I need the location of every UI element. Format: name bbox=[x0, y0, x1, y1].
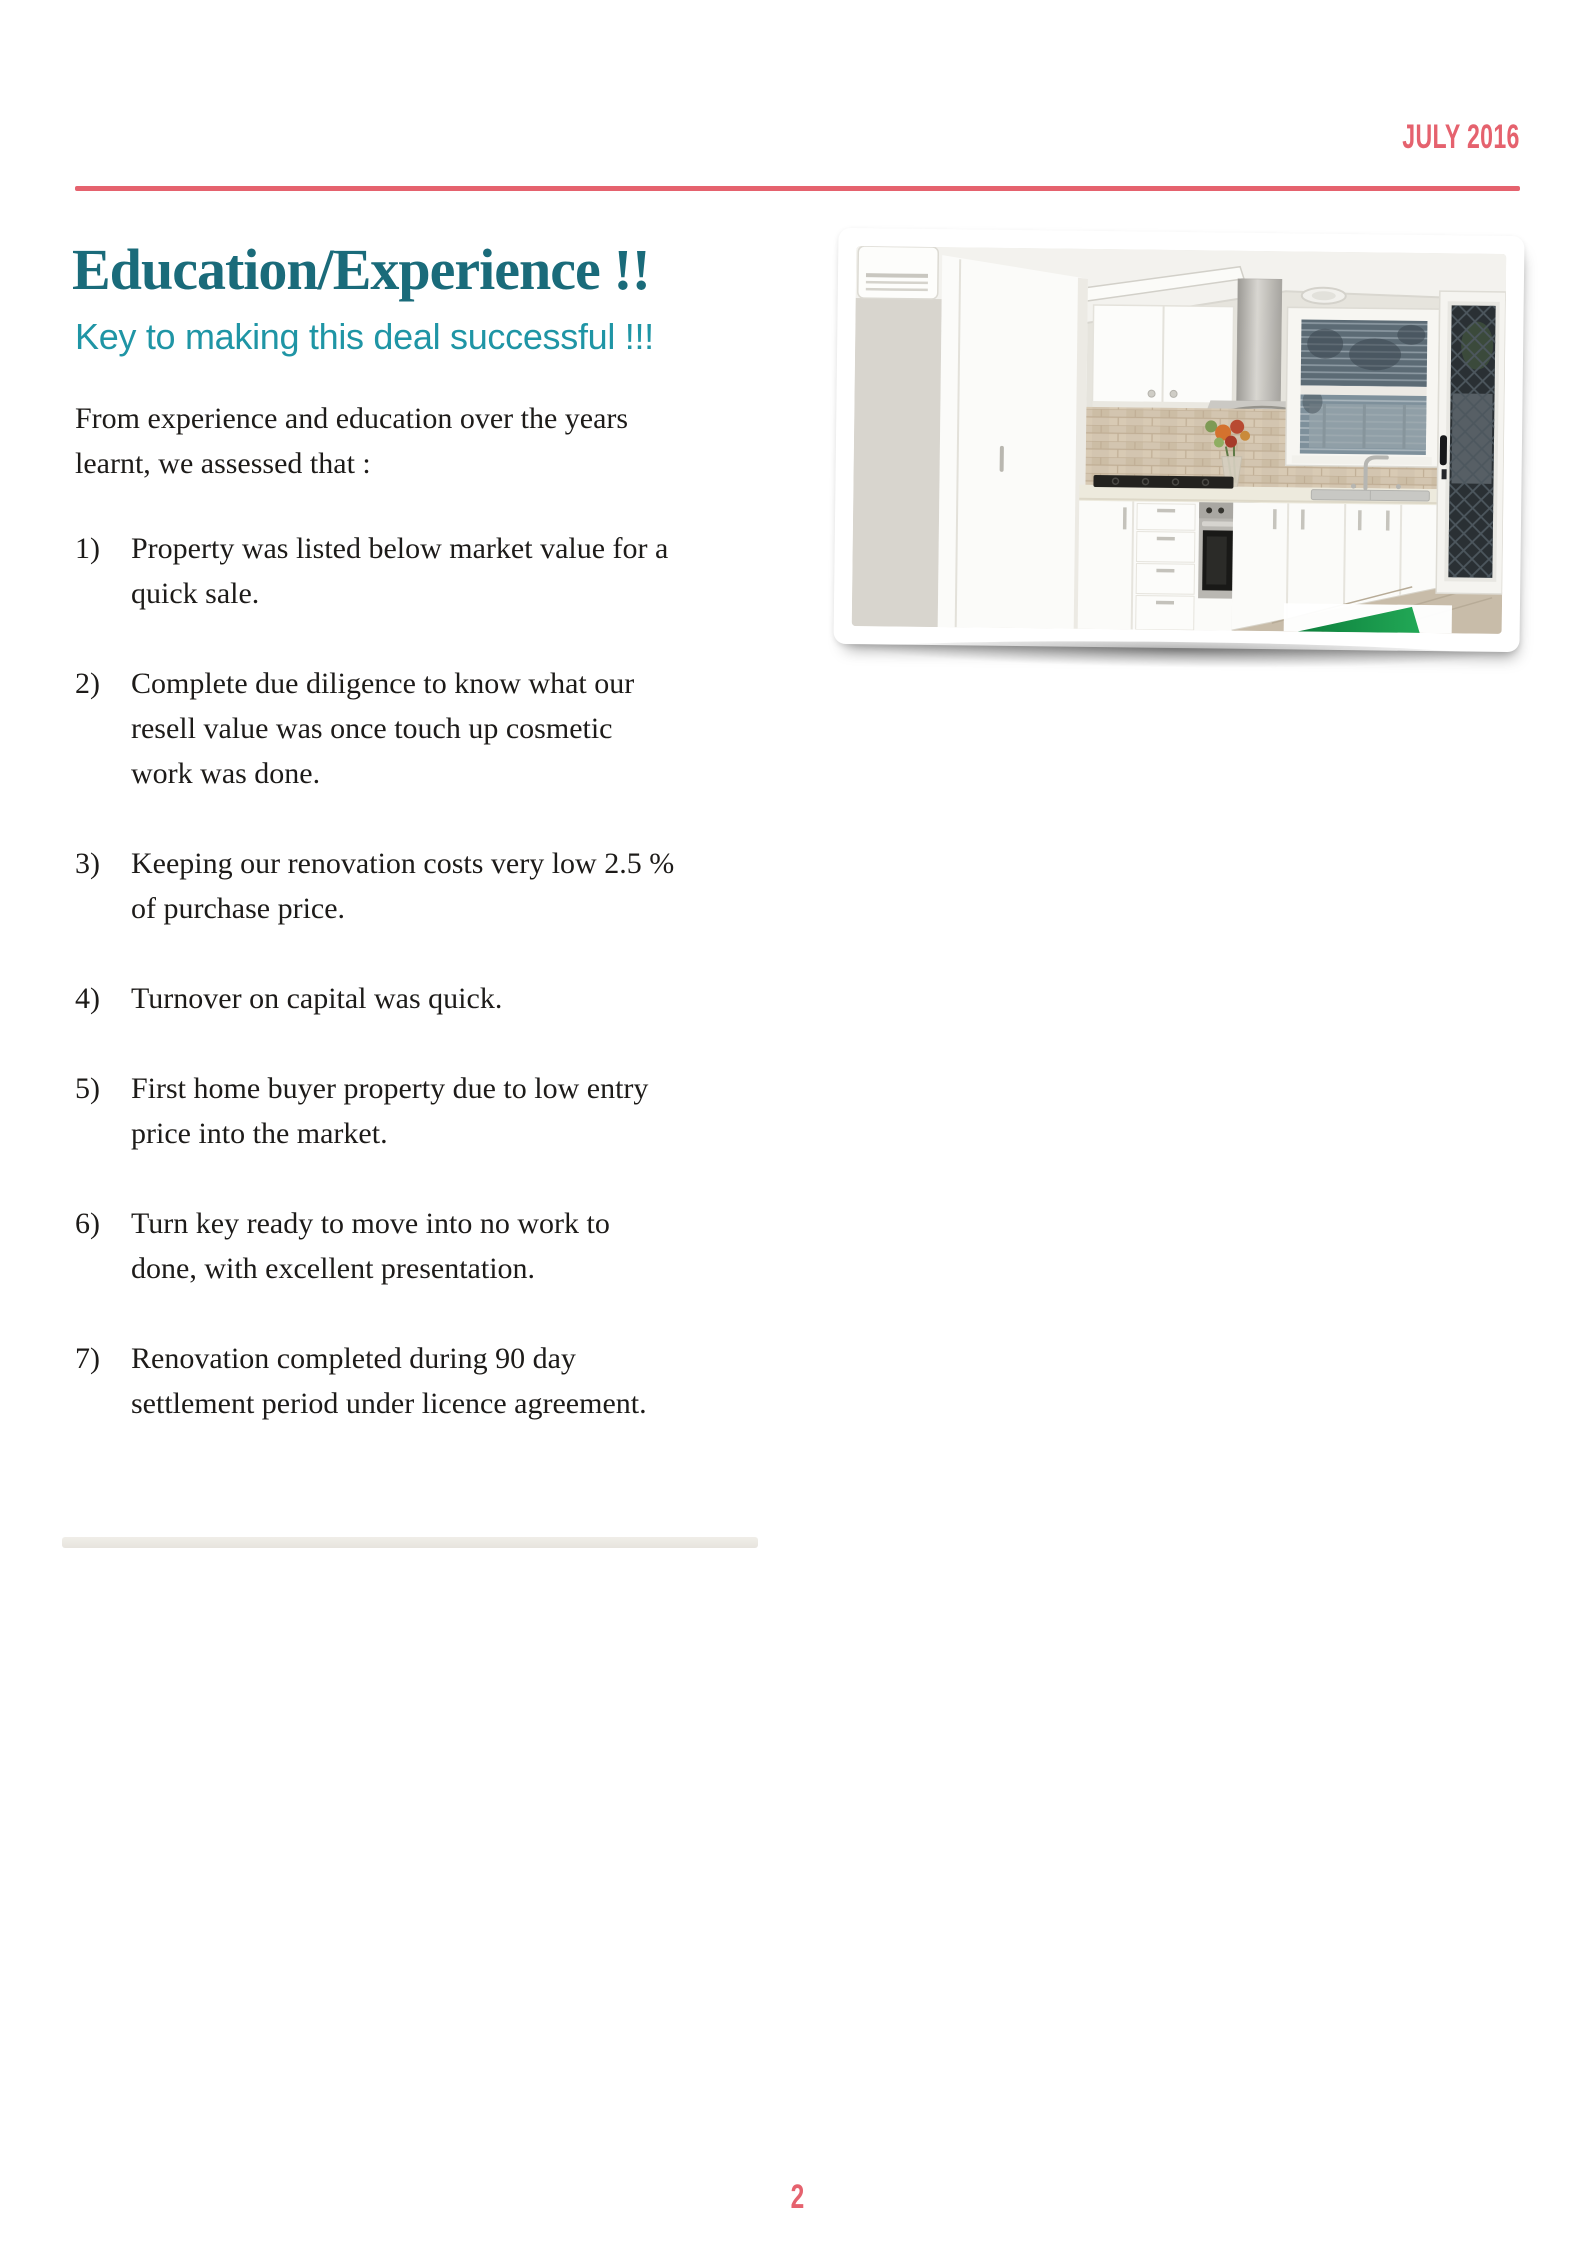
list-number: 3) bbox=[75, 847, 100, 880]
list-number: 4) bbox=[75, 982, 100, 1015]
list-number: 6) bbox=[75, 1207, 100, 1240]
list-item-2 bbox=[75, 661, 785, 796]
list-item-6 bbox=[75, 1201, 785, 1291]
cooktop bbox=[1093, 475, 1233, 489]
page-number: 2 bbox=[790, 2178, 805, 2216]
section-divider bbox=[62, 1537, 758, 1548]
list-item-4 bbox=[75, 976, 785, 1021]
list-number: 2) bbox=[75, 667, 100, 700]
list-item-3 bbox=[75, 841, 785, 931]
intro-paragraph bbox=[75, 396, 785, 486]
kitchen-photo-image bbox=[852, 246, 1507, 634]
page-subtitle: Key to making this deal successful !!! bbox=[75, 316, 654, 357]
door-handle bbox=[1440, 435, 1447, 465]
security-screen-door bbox=[1436, 291, 1506, 594]
watermark-logo bbox=[1284, 603, 1452, 633]
list-item-7 bbox=[75, 1336, 785, 1426]
upper-cabinets bbox=[1092, 305, 1233, 409]
body-content bbox=[75, 396, 785, 1471]
intro-line: learnt, we assessed that : bbox=[75, 447, 371, 480]
list-item-1 bbox=[75, 526, 785, 616]
intro-line: From experience and education over the years bbox=[75, 402, 629, 435]
window bbox=[1286, 307, 1440, 467]
list-text: Turn key ready to move into no work to done, with excellent presentation. bbox=[131, 1207, 610, 1285]
left-wall bbox=[852, 298, 942, 627]
list-text: Keeping our renovation costs very low 2.5 % of purchase price. bbox=[131, 847, 675, 925]
pantry-cabinet bbox=[938, 255, 1089, 629]
air-conditioner bbox=[858, 246, 939, 299]
list-item-5 bbox=[75, 1066, 785, 1156]
list-text: First home buyer property due to low entry price into the market. bbox=[131, 1072, 649, 1150]
list-number: 1) bbox=[75, 532, 100, 565]
list-text: Property was listed below market value for a quick sale. bbox=[131, 532, 669, 610]
header-date: JULY 2016 bbox=[1402, 118, 1520, 156]
list-text: Turnover on capital was quick. bbox=[131, 982, 503, 1015]
header-rule bbox=[75, 186, 1520, 191]
page-title: Education/Experience !! bbox=[72, 237, 650, 302]
list-number: 7) bbox=[75, 1342, 100, 1375]
numbered-list bbox=[75, 526, 785, 1426]
kitchen-photo bbox=[833, 228, 1524, 652]
list-text: Renovation completed during 90 day settlement period under licence agreement. bbox=[131, 1342, 647, 1420]
list-text: Complete due diligence to know what our resell value was once touch up cosmetic work was done. bbox=[131, 667, 635, 790]
list-number: 5) bbox=[75, 1072, 100, 1105]
